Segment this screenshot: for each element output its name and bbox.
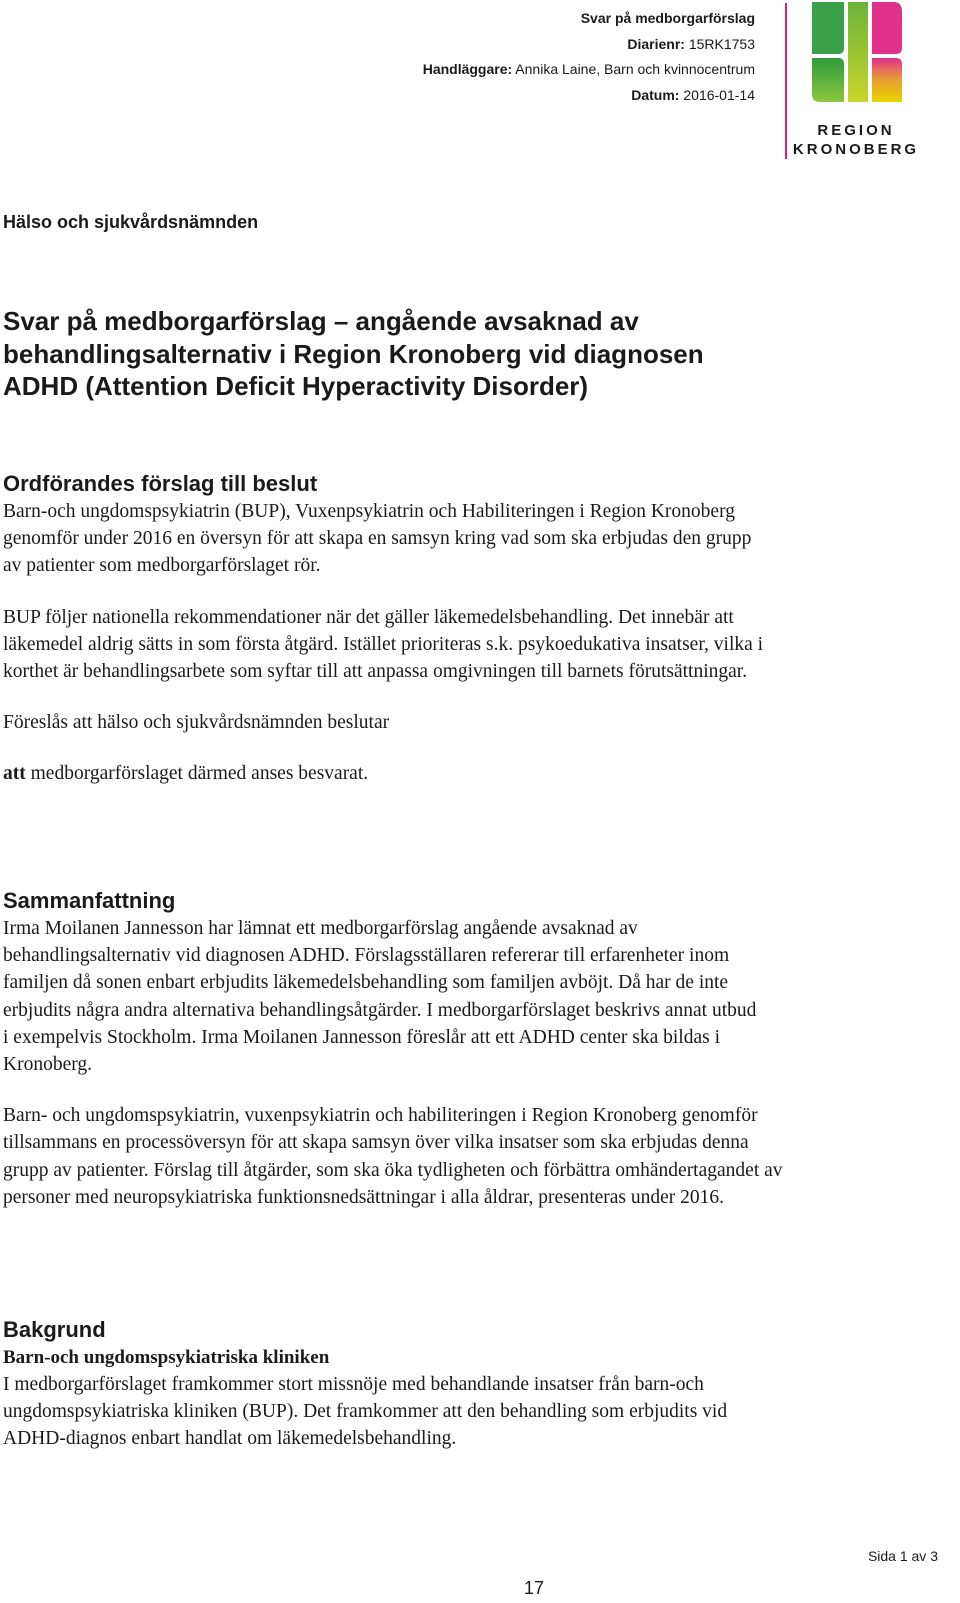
logo-text-region: REGION [817,122,895,139]
title-line-1: Svar på medborgarförslag – angående avsaknad av [3,306,639,336]
proposal-section [3,470,803,788]
diarienr-label: Diarienr: [627,35,685,52]
background-subheading: Barn-och ungdomspsykiatriska kliniken [3,1347,330,1368]
document-type: Svar på medborgarförslag [580,10,755,26]
region-kronoberg-logo [792,2,950,160]
background-paragraph-1: I medborgarförslaget framkommer stort missnöje med behandlande insatser från barn-och ungdomspsykiatriska kliniken (BUP). Det framkommer att den behandling som erbjudits vid ADHD-diagnos enbart handlat om läkemedelsbehandling. [3,1374,728,1450]
handlaggare-label: Handläggare: [422,61,513,77]
document-title [3,305,803,403]
page-number: Sida 1 av 3 [867,1548,938,1564]
background-heading: Bakgrund [3,1317,106,1342]
proposal-decision [3,760,803,787]
title-line-2: behandlingsalternativ i Region Kronoberg vid diagnosen [3,338,704,369]
proposal-paragraph-2: BUP följer nationella rekommendationer när det gäller läkemedelsbehandling. Det innebär att läkemedel aldrig sätts in som första åtgärd. Istället prioriteras s.k. psykoedukativa insatser, vilka i korthet är behandlingsarbete som syftar till att anpassa omgivningen till barnets förutsättningar. [3,606,764,683]
proposal-paragraph-3: Föreslås att hälso och sjukvårdsnämnden beslutar [3,712,390,734]
datum-row [423,83,755,109]
summary-section [3,887,803,1211]
decision-text: medborgarförslaget därmed anses besvarat. [25,763,369,785]
datum-value: 2016-01-14 [683,86,755,103]
header-divider [785,3,787,159]
decision-att: att [3,763,26,785]
handlaggare-value: Annika Laine, Barn och kvinnocentrum [515,61,755,77]
summary-paragraph-2: Barn- och ungdomspsykiatrin, vuxenpsykiatrin och habiliteringen i Region Kronoberg genomför tillsammans en processöversyn för att skapa samsyn över vilka insatser som ska erbjudas denna grupp av patienter. Förslag till åtgärder, som ska öka tydligheten och förbättra omhändertagandet av personer med neuropsykiatriska funktionsnedsättningar i alla åldrar, presenteras under 2016. [3,1105,783,1208]
datum-label: Datum: [631,86,680,103]
proposal-heading: Ordförandes förslag till beslut [3,471,318,496]
handlaggare-row [423,57,755,83]
proposal-paragraph-1: Barn-och ungdomspsykiatrin (BUP), Vuxenpsykiatrin och Habiliteringen i Region Kronoberg genomför under 2016 en översyn för att skapa en samsyn kring vad som ska erbjudas den grupp av patienter som medborgarförslaget rör. [3,501,752,577]
background-section [3,1316,803,1453]
committee-name: Hälso och sjukvårdsnämnden [3,212,259,232]
bundle-page-number: 17 [524,1578,545,1598]
summary-paragraph-1: Irma Moilanen Jannesson har lämnat ett medborgarförslag angående avsaknad av behandlingsalternativ vid diagnosen ADHD. Förslagsställaren refererar till erfarenheter inom familjen då sonen enbart erbjudits läkemedelsbehandling som familjen avböjt. Då har de inte erbjudits några andra alternativa behandlingsåtgärder. I medborgarförslaget beskrivs annat utbud i exempelvis Stockholm. Irma Moilanen Jannesson föreslår att ett ADHD center ska bildas i Kronoberg. [3,918,757,1076]
diarienr-row [423,32,755,58]
diarienr-value: 15RK1753 [688,35,755,52]
summary-heading: Sammanfattning [3,888,176,913]
logo-text-kronoberg: KRONOBERG [792,141,920,158]
title-line-3: ADHD (Attention Deficit Hyperactivity Disorder) [3,371,589,401]
document-metadata [423,6,755,108]
